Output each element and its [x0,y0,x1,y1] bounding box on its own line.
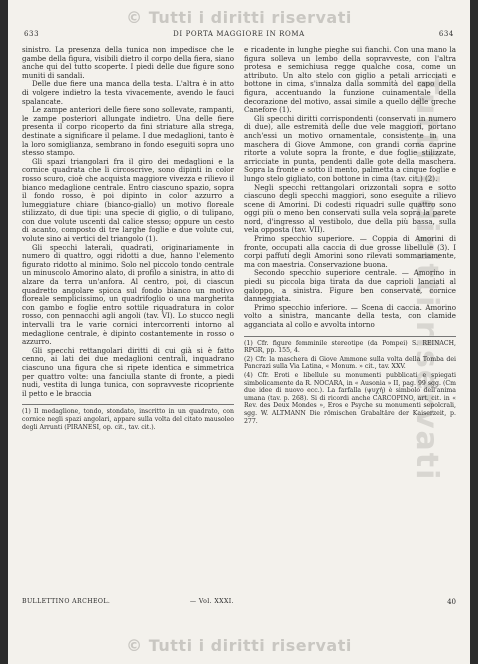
paragraph: Gli specchi diritti corrispondenti (conservati in numero di due), alle estremità delle due vele maggiori, portano anch'essi un motivo ornamentale, consistente in una maschera di Giove Ammone, con grandi corna caprine ritorte a volute sopra la fronte, e due foglie stilizzate, arricciate in punta, pendenti dalle gote della maschera. Sopra la fronte e sotto il mento, palmetta a cinque foglie e lungo stelo gigliato, con bottone in cima (tav. cit.) (2). [244,113,456,183]
footnote: (4) Cfr. Eroti e libellule su monumenti pubblicati e spiegati simbolicamente da R. NOCARA, in « Ausonia » II, pag. 99 sgg. (Cm due idee di nuovo ecc.). La farfalla (ψυχή) è simbolo dell'anima umana (tav. p. 268). Si di ricordi anche CARCOPINO, art. cit. in « Rev. des Deux Mondes », Eros e Psyche su monumenti sepolcrali, sgg. W. ALTMANN Die römischen Grabaltäre der Kaiserzeit, p. 277. [244,371,456,425]
paragraph: e ricadente in lunghe pieghe sui fianchi. Con una mano la figura solleva un lembo della sopravveste, con l'altra protesa e semichiusa regge qualche cosa, come un attributo. Un alto stelo con giglio a petali arricciati e bottone in cima, s'innalza dalla sommità del capo della figura, accentuando la funzione cuinamentale della decorazione del motivo, assai simile a quello delle greche Canefore (1). [244,45,456,115]
paragraph: Le zampe anteriori delle fiere sono sollevate, rampanti, le zampe posteriori allungate indietro. Una delle fiere presenta il corpo ricoperto da fini striature alla strega, destinate a significare il pelame. I due medaglioni, tanto è la loro somiglianza, sembrano in fondo eseguiti sopra uno stesso stampo. [22,105,234,158]
book-page [8,0,470,664]
paragraph: Secondo specchio superiore centrale. — Amorino in piedi su piccola biga tirata da due caprioli lanciati al galoppo, a sinistra. Figure ben conservate, cornice danneggiata. [244,268,456,304]
watermark-top: © Tutti i diritti riservati [126,8,352,27]
running-head: DI PORTA MAGGIORE IN ROMA [173,30,305,38]
footnotes-left [22,404,234,431]
signature-mark: 40 [447,598,456,606]
page-number-left: 633 [24,30,40,38]
footnotes-right [244,336,456,426]
watermark-vertical-text: Tutti i diritti riservati [409,74,444,482]
paragraph: sinistro. La presenza della tunica non impedisce che le gambe della figura, visibili dietro il corpo della fiera, siano anche qui del tutto scoperte. I piedi delle due figure sono muniti di sandali. [22,45,234,80]
right-column [244,46,456,426]
running-header [24,30,454,42]
paragraph: Gli spazi triangolari fra il giro dei medaglioni e la cornice quadrata che li circoscrive, sono dipinti in color rosso scuro, cioè che acquista maggiore vivezza e rilievo il bianco medaglione centrale. Entro ciascuno spazio, sopra il fondo rosso, è poi dipinto in color azzurro a lumeggiature chiare (bianco-giallo) un motivo floreale stilizzato, di due tipi: una specie di giglio, o di tulipano, con due volute uscenti dal calice stesso; oppure un cesto di acanto, composto di tre larghe foglie e due volute cui, volute sino ai vertici del triangolo (1). [22,156,234,244]
paragraph: Delle due fiere una manca della testa. L'altra è in atto di volgere indietro la testa vivacemente, avendo le fauci spalancate. [22,79,234,106]
journal-volume: — Vol. XXXI. [189,598,234,605]
left-column [22,46,234,432]
watermark-bottom: © Tutti i diritti riservati [126,636,352,655]
journal-title: BULLETTINO ARCHEOL. [22,598,111,605]
paragraph: Gli specchi rettangolari diritti di cui già si è fatto cenno, ai lati dei due medaglioni centrali, inquadrano ciascuno una figura che si ripete identica e simmetrica per quattro volte: una fanciulla stante di fronte, a piedi nudi, vestita di lunga tunica, con sopravveste ricopriente il petto e le braccia [22,345,234,398]
paragraph: Gli specchi laterali, quadrati, originariamente in numero di quattro, oggi ridotti a due, hanno l'elemento figurato ridotto al minimo. Solo nel piccolo tondo centrale un minuscolo Amorino alato, di profilo a sinistra, in atto di alzare da terra un'anfora. Al centro, poi, di ciascun quadretto angolare spicca sul fondo bianco un motivo floreale semplicissimo, un quadrifoglio o una margherita con gambo e foglie entro sottile riquadratura in color rosso, con pennacchi agli angoli (tav. VI). Lo stucco negli intervalli tra le varie cornici intercorrenti intorno al medaglione centrale, è dipinto costantemente in rosso o azzurro. [22,242,234,347]
footnote: (1) Il medaglione, tondo, stondato, inscritto in un quadrato, con cornice negli spazi angolari, appare sulla volta del citato mausoleo degli Arrunti (PIRANESI, op. cit., tav. cit.). [22,408,234,431]
paragraph: Primo specchio superiore. — Coppia di Amorini di fronte, occupati alla caccia di due grosse libellule (3). I corpi paffuti degli Amorini sono rilevati sommariamente, ma con maestria. Conservazione buona. [244,234,456,269]
footnote: (2) Cfr. la maschera di Giove Ammone sulla volta della Tomba dei Pancrazi sulla Via Latina, « Monum. » cit., tav. XXV. [244,355,456,371]
footnote: (1) Cfr. figure femminile stereotipe (da Pompei) S. REINACH, RPGR, pp. 155, 4. [244,339,456,355]
page-number-right: 634 [438,30,454,38]
paragraph: Negli specchi rettangolari orizzontali sopra e sotto ciascuno degli specchi maggiori, sono eseguite a rilievo scene di Amorini. Di codesti riquadri sulle quattro sono oggi più o meno ben conservati sulla vela sopra la parete nord, d'ingresso al vestibolo, due della più bassa, sulla vela opposta (tav. VII). [244,182,456,235]
paragraph: Primo specchio inferiore. — Scena di caccia. Amorino volto a sinistra, mancante della testa, con clamide agganciata al collo e avvolta intorno [244,302,456,329]
